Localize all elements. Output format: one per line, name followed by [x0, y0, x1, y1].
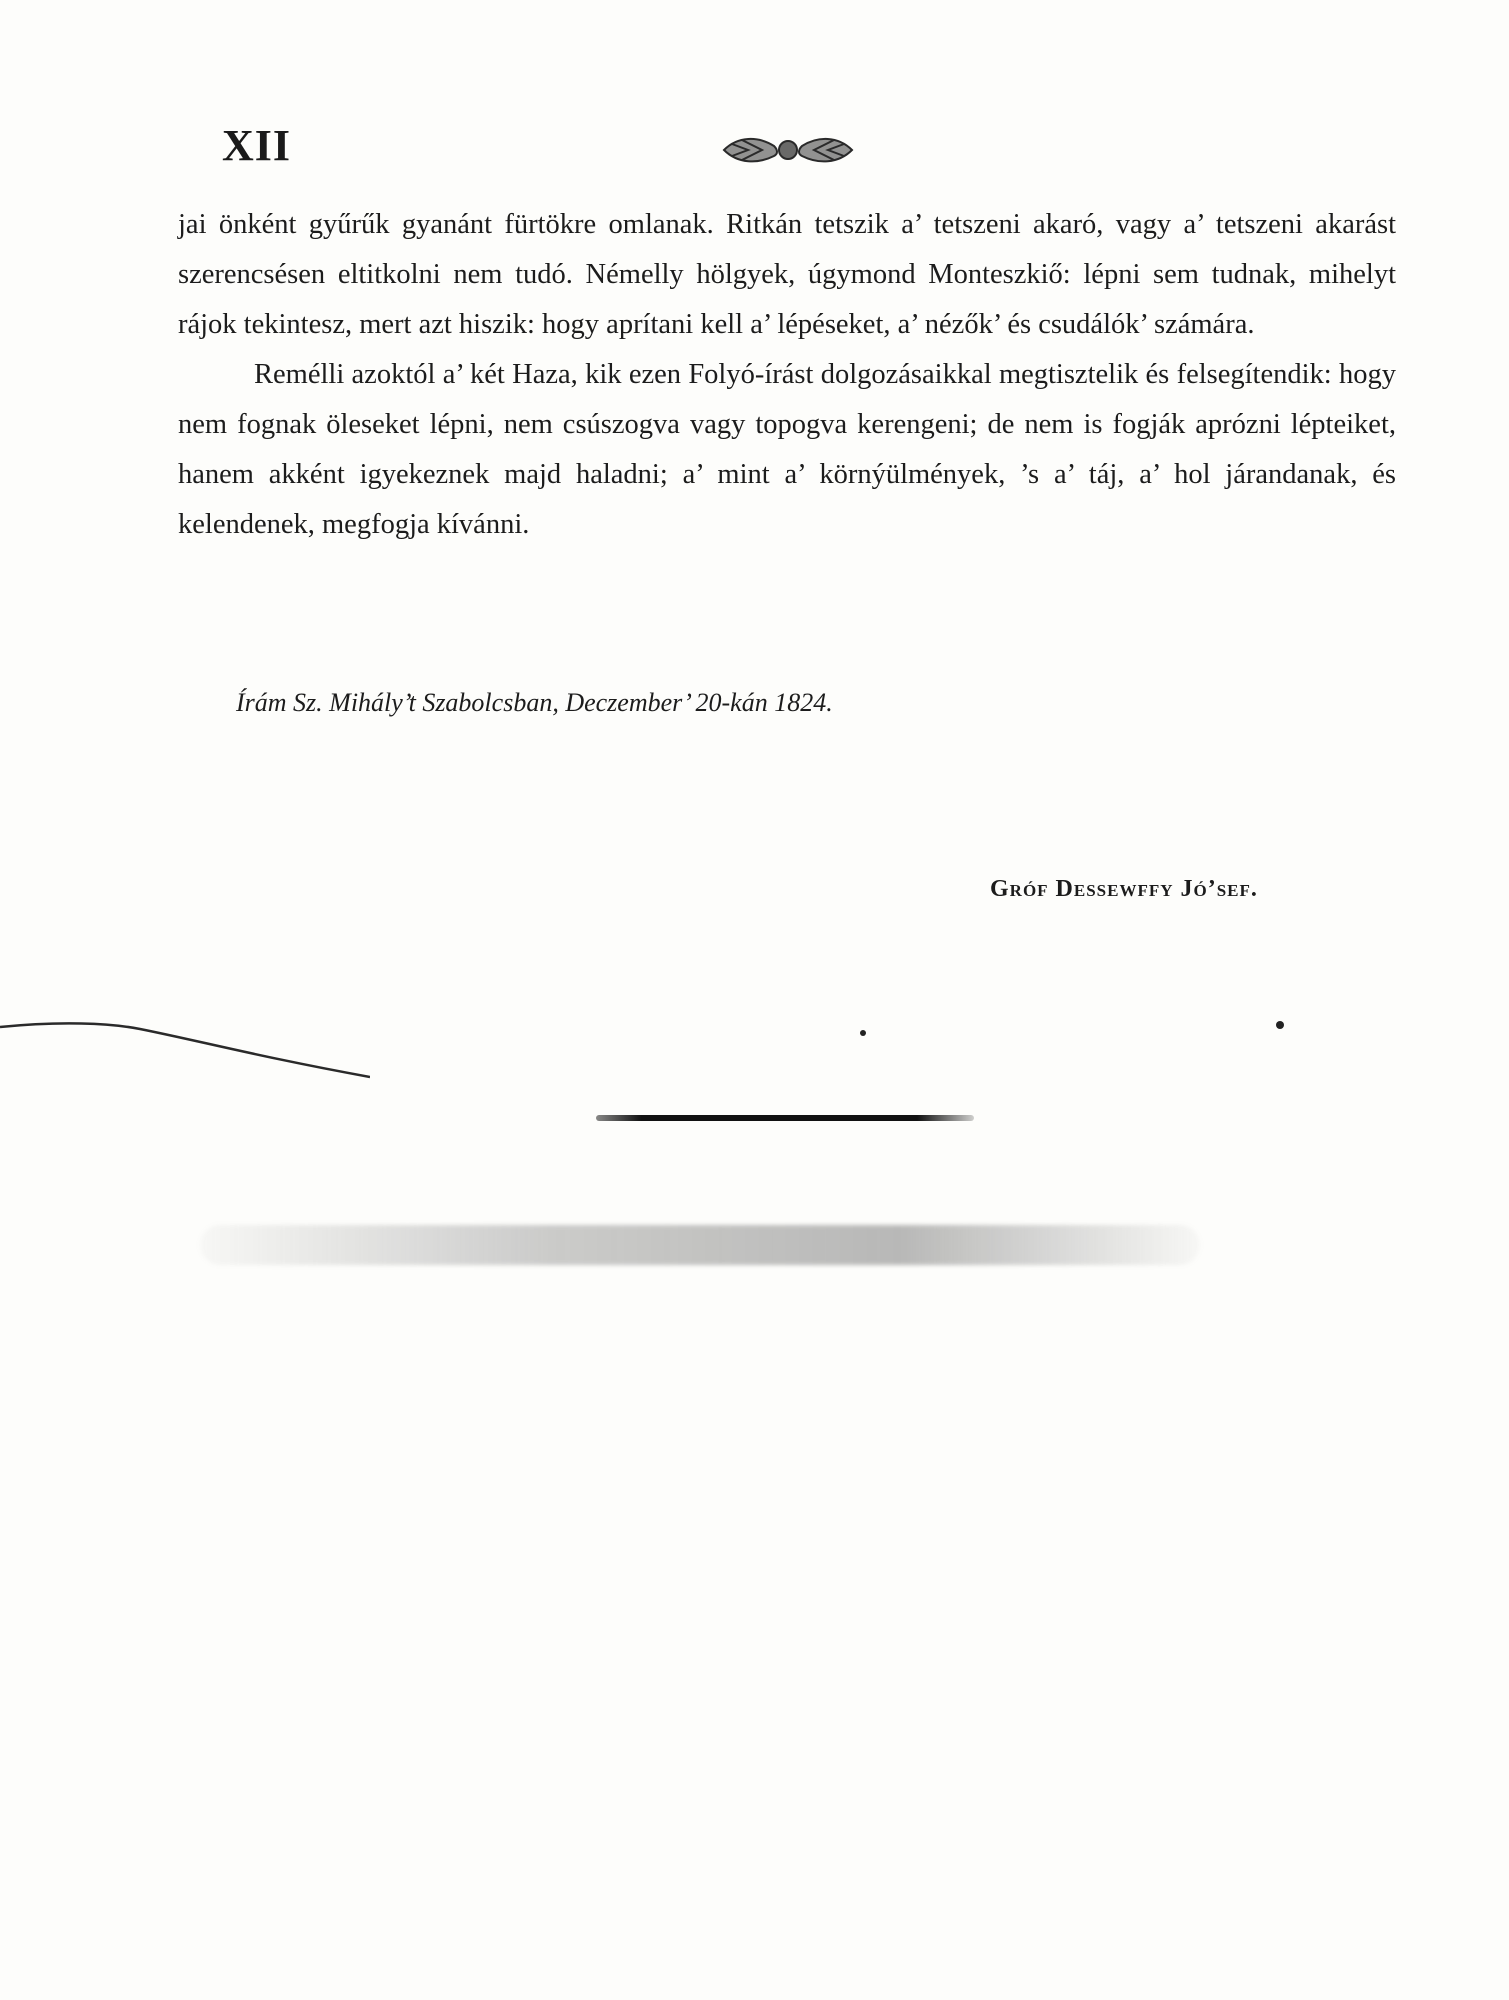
signature: Gróf Dessewffy Jó’sef. [990, 876, 1258, 902]
dateline: Írám Sz. Mihály’t Szabolcsban, Deczember’ 20-kán 1824. [236, 688, 833, 717]
horizontal-rule [596, 1115, 974, 1121]
ink-speck [860, 1030, 866, 1036]
ornament-icon [718, 130, 858, 170]
body-text [178, 200, 1396, 550]
page-number: XII [222, 121, 292, 170]
scan-artifact-line [0, 1005, 370, 1085]
paragraph: Remélli azoktól a’ két Haza, kik ezen Folyó-írást dolgozásaikkal megtisztelik és felsegítendik: hogy nem fognak öleseket lépni, nem csúszogva vagy topogva kerengeni; de nem is fogják aprózni lépteiket, hanem akként igyekeznek majd haladni; a’ mint a’ körnýülmények, ’s a’ táj, a’ hol járandanak, és kelendenek, megfogja kívánni. [178, 359, 1396, 540]
ink-bleed [200, 1225, 1200, 1265]
paragraph: jai önként gyűrűk gyanánt fürtökre omlanak. Ritkán tetszik a’ tetszeni akaró, vagy a’ tetszeni akarást szerencsésen eltitkolni nem tudó. Némelly hölgyek, úgymond Monteszkiő: lépni sem tudnak, mihelyt rájok tekintesz, mert azt hiszik: hogy aprítani kell a’ lépéseket, a’ nézők’ és csudálók’ számára. [178, 209, 1396, 340]
ink-speck [1276, 1021, 1284, 1029]
